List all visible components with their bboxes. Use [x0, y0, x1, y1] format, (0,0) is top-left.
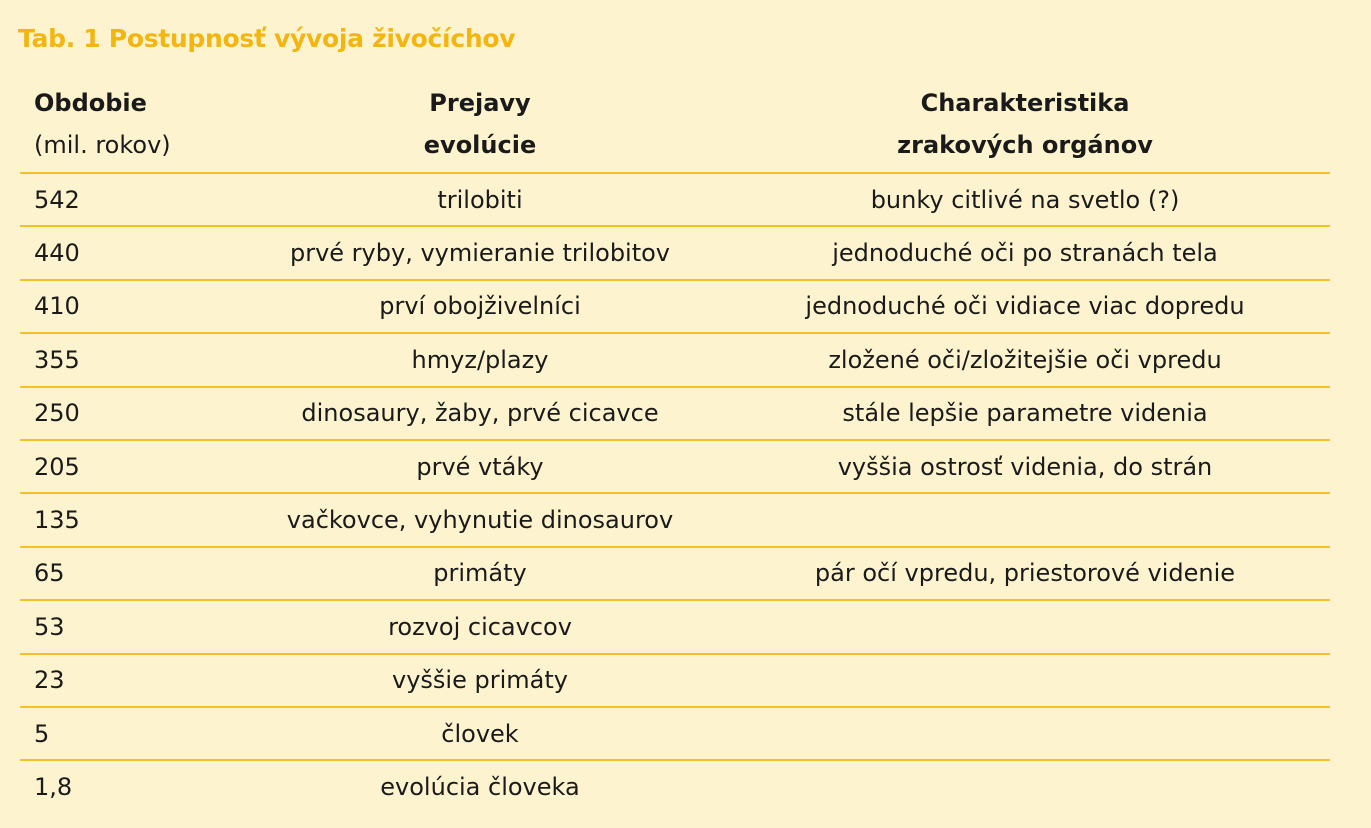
table-row	[20, 280, 1330, 333]
evolution-cell: človek	[240, 707, 720, 760]
period-cell: 355	[20, 333, 240, 386]
evolution-cell: vačkovce, vyhynutie dinosaurov	[240, 493, 720, 546]
period-cell: 542	[20, 173, 240, 226]
evolution-cell: prví obojživelníci	[240, 280, 720, 333]
period-cell: 5	[20, 707, 240, 760]
table-row	[20, 547, 1330, 600]
period-cell: 440	[20, 226, 240, 279]
table-body	[20, 173, 1330, 814]
eyes-cell: jednoduché oči po stranách tela	[720, 226, 1330, 279]
evolution-cell: trilobiti	[240, 173, 720, 226]
header-eyes	[720, 78, 1330, 173]
header-evolution	[240, 78, 720, 173]
evolution-cell: prvé ryby, vymieranie trilobitov	[240, 226, 720, 279]
eyes-cell: pár očí vpredu, priestorové videnie	[720, 547, 1330, 600]
eyes-cell	[720, 493, 1330, 546]
eyes-cell: bunky citlivé na svetlo (?)	[720, 173, 1330, 226]
header-evolution-line2: evolúcie	[423, 131, 537, 159]
header-row	[20, 78, 1330, 173]
period-cell: 135	[20, 493, 240, 546]
eyes-cell	[720, 654, 1330, 707]
table-row	[20, 387, 1330, 440]
evolution-cell: rozvoj cicavcov	[240, 600, 720, 653]
header-eyes-line1: Charakteristika	[920, 89, 1130, 117]
eyes-cell	[720, 600, 1330, 653]
period-cell: 205	[20, 440, 240, 493]
header-period	[20, 78, 240, 173]
table-row	[20, 226, 1330, 279]
evolution-table	[20, 78, 1330, 814]
eyes-cell	[720, 760, 1330, 813]
header-period-unit: (mil. rokov)	[34, 131, 171, 159]
table-row	[20, 707, 1330, 760]
evolution-cell: dinosaury, žaby, prvé cicavce	[240, 387, 720, 440]
eyes-cell	[720, 707, 1330, 760]
period-cell: 65	[20, 547, 240, 600]
eyes-cell: jednoduché oči vidiace viac dopredu	[720, 280, 1330, 333]
table-row	[20, 493, 1330, 546]
table-row	[20, 760, 1330, 813]
period-cell: 53	[20, 600, 240, 653]
eyes-cell: zložené oči/zložitejšie oči vpredu	[720, 333, 1330, 386]
eyes-cell: stále lepšie parametre videnia	[720, 387, 1330, 440]
table-row	[20, 333, 1330, 386]
eyes-cell: vyššia ostrosť videnia, do strán	[720, 440, 1330, 493]
period-cell: 1,8	[34, 773, 73, 802]
table-row	[20, 440, 1330, 493]
table-title: Tab. 1 Postupnosť vývoja živočíchov	[18, 24, 516, 53]
table-row	[20, 173, 1330, 226]
evolution-cell: evolúcia človeka	[380, 773, 580, 802]
period-cell: 250	[20, 387, 240, 440]
table-header	[20, 78, 1330, 173]
evolution-cell: primáty	[240, 547, 720, 600]
evolution-cell: vyššie primáty	[240, 654, 720, 707]
evolution-cell: hmyz/plazy	[240, 333, 720, 386]
header-eyes-line2: zrakových orgánov	[897, 131, 1153, 159]
period-cell: 410	[20, 280, 240, 333]
table-row	[20, 600, 1330, 653]
header-period-label: Obdobie	[34, 89, 147, 117]
table-row	[20, 654, 1330, 707]
period-cell: 23	[20, 654, 240, 707]
header-evolution-line1: Prejavy	[429, 89, 531, 117]
evolution-cell: prvé vtáky	[240, 440, 720, 493]
